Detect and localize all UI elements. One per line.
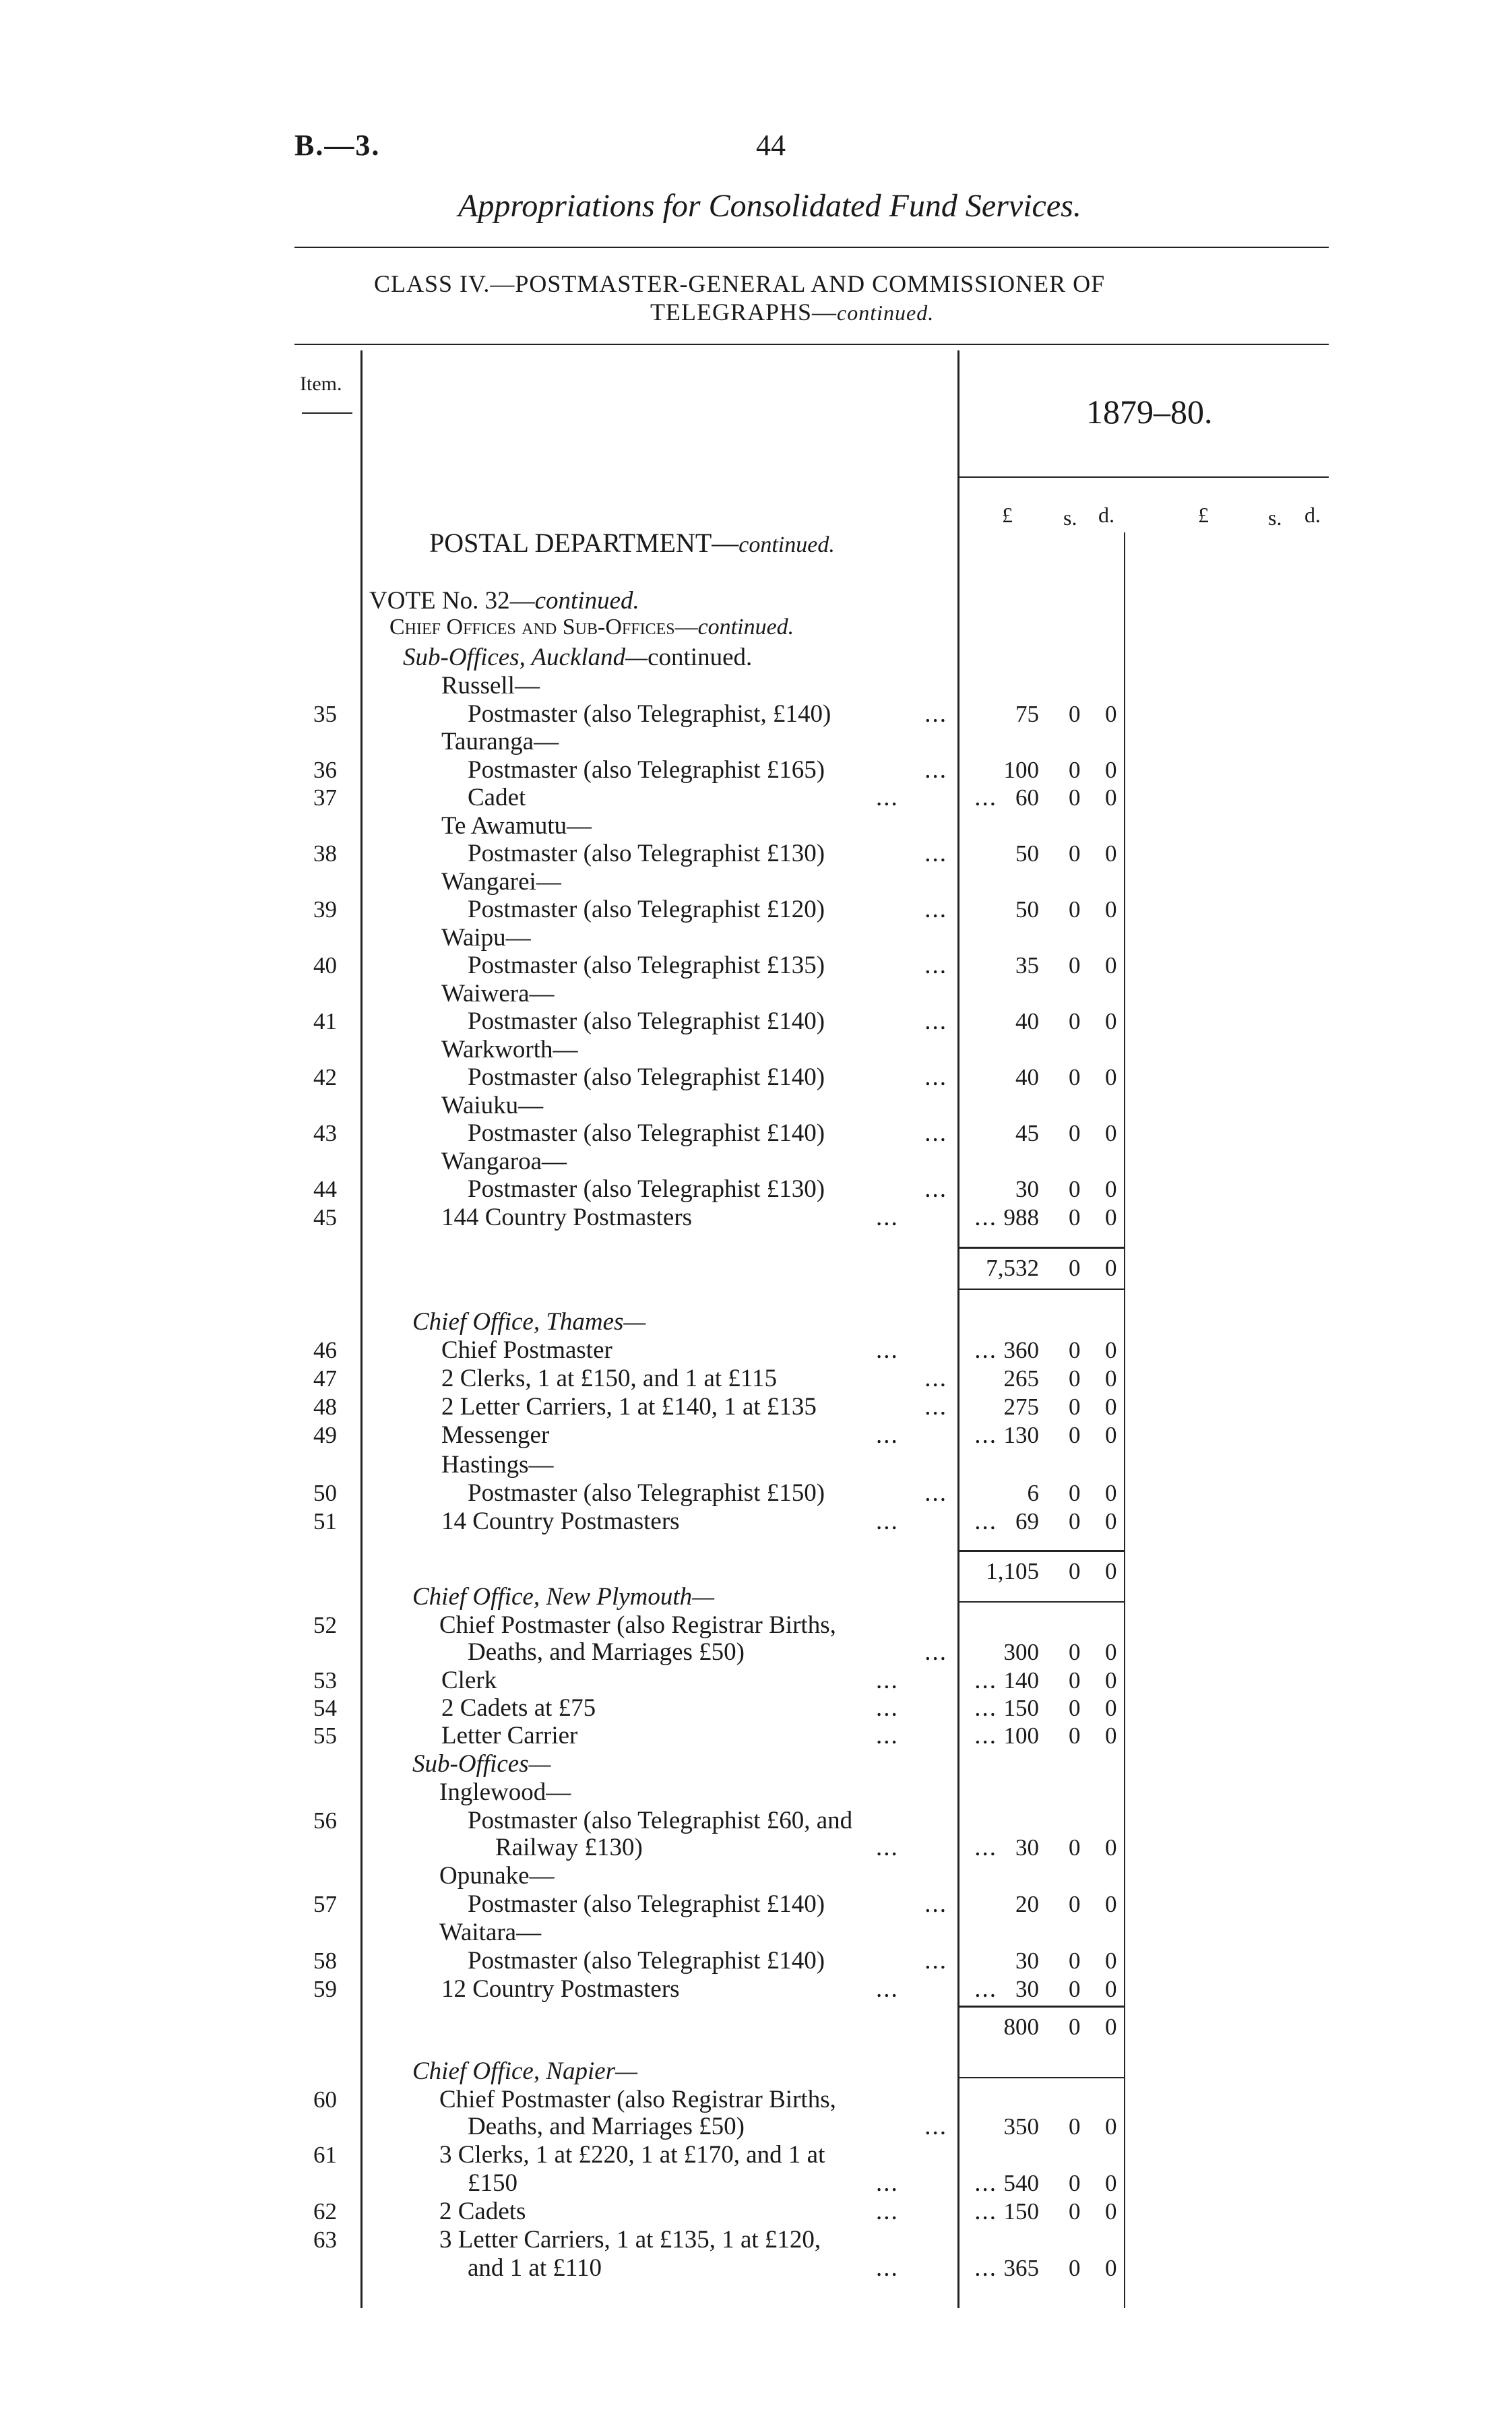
row-amount-pounds: 140 [1003,1667,1039,1694]
item-number: 56 [313,1807,337,1834]
row-amount-pounds: 35 [1015,952,1039,979]
row-leader: ... [924,1007,947,1035]
row-leader: ... ... [876,1834,997,1861]
item-number: 49 [313,1422,337,1448]
item-number: 35 [313,700,337,727]
line-item-label: Postmaster (also Telegraphist, £140) [468,700,831,728]
row-leader: ... [924,1119,947,1147]
new-plymouth-heading: Chief Office, New Plymouth— [412,1583,715,1611]
office-heading: Waipu— [441,923,531,952]
line-item-label: Clerk [441,1667,497,1694]
line-item-label: Postmaster (also Telegraphist £165) [468,755,825,784]
row-60-line2: Deaths, and Marriages £50) [468,2113,745,2140]
row-amount-pounds: 150 [1003,2198,1039,2225]
row-amount-shillings: 0 [1069,1948,1081,1974]
row-leader: ... ... [876,2198,997,2225]
row-amount-shillings: 0 [1069,1976,1081,2002]
row-amount-pounds: 30 [1015,1948,1039,1974]
row-amount-pence: 0 [1105,1695,1117,1721]
row-52-line2: Deaths, and Marriages £50) [468,1638,745,1666]
waitara-heading: Waitara— [439,1919,542,1946]
item-number: 38 [313,840,337,867]
shilling-header: s. [1063,505,1077,530]
row-leader: ... ... [876,1975,997,2003]
line-item-label: Postmaster (also Telegraphist £140) [468,1947,825,1975]
thames-heading: Chief Office, Thames— [412,1308,646,1336]
item-number: 41 [313,1008,337,1034]
row-leader: ... [924,2113,947,2140]
row-leader: ... [924,1947,947,1975]
hastings-heading: Hastings— [441,1451,554,1479]
row-amount-shillings: 0 [1069,1695,1081,1721]
row-leader: ... [924,1393,947,1421]
row-amount-pence: 0 [1105,2113,1117,2140]
row-amount-pence: 0 [1105,1891,1117,1917]
line-item-label: 12 Country Postmasters [441,1975,680,2003]
vote-heading: VOTE No. 32—continued. [369,587,639,615]
item-number: 55 [313,1723,337,1749]
inglewood-heading: Inglewood— [439,1778,571,1806]
row-amount-pence: 0 [1105,840,1117,867]
row-leader: ... [924,1175,947,1203]
row-leader: ... [924,755,947,784]
line-item-label: 2 Clerks, 1 at £150, and 1 at £115 [441,1365,778,1392]
row-amount-shillings: 0 [1069,2113,1081,2140]
chief-offices-heading: Chief Offices and Sub-Offices—continued. [389,615,794,640]
row-amount-pence: 0 [1105,1064,1117,1090]
row-leader: ... [924,952,947,979]
subtotal-underline [957,1289,1124,1290]
line-item-label: Postmaster (also Telegraphist £130) [468,840,825,867]
item-number: 50 [313,1480,337,1506]
row-leader: ... ... [876,2254,997,2282]
item-number: 40 [313,952,337,979]
row-amount-pounds: 40 [1015,1008,1039,1034]
line-item-label: Chief Postmaster [441,1336,612,1364]
sub-offices-heading: Sub-Offices, Auckland—continued. [403,644,753,671]
row-amount-pence: 0 [1105,1667,1117,1694]
row-leader: ... [924,1890,947,1918]
row-amount-shillings: 0 [1069,1337,1081,1363]
row-amount-pounds: 30 [1015,1976,1039,2002]
row-63-line1: 3 Letter Carriers, 1 at £135, 1 at £120, [439,2226,821,2254]
row-amount-pence: 0 [1105,756,1117,783]
amount-column-rule [957,350,959,2308]
pence-column-rule [1124,532,1125,2308]
row-amount-shillings: 0 [1069,896,1081,923]
row-amount-pounds: 988 [1003,1204,1039,1231]
subtotal-rule [957,1247,1124,1249]
row-amount-pence: 0 [1105,1639,1117,1665]
line-item-label: Messenger [441,1421,550,1449]
row-leader: ... ... [876,784,997,811]
row-amount-pounds: 540 [1003,2170,1039,2196]
item-number: 59 [313,1976,337,2002]
line-item-label: Letter Carrier [441,1722,578,1749]
item-number: 44 [313,1176,337,1202]
year-header: 1879–80. [1086,393,1213,431]
shilling-header-2: s. [1268,505,1282,530]
row-amount-shillings: 0 [1069,2198,1081,2225]
row-amount-pounds: 60 [1015,784,1039,811]
row-amount-shillings: 0 [1069,952,1081,979]
page-number: 44 [756,129,786,162]
item-number: 63 [313,2227,337,2253]
row-leader: ... [924,896,947,923]
item-number: 52 [313,1612,337,1638]
row-leader: ... ... [876,1421,997,1449]
header-rule [294,247,1329,248]
line-item-label: Postmaster (also Telegraphist £140) [468,1007,825,1035]
row-amount-pence: 0 [1105,1723,1117,1749]
row-amount-pence: 0 [1105,2255,1117,2281]
row-amount-pounds: 360 [1003,1337,1039,1363]
item-number: 57 [313,1891,337,1917]
row-amount-pence: 0 [1105,2198,1117,2225]
item-number: 36 [313,756,337,783]
thames-total-shillings: 0 [1069,1558,1081,1584]
line-item-label: 14 Country Postmasters [441,1508,680,1535]
row-56-line2: Railway £130) [495,1834,643,1861]
np-sub-offices-heading: Sub-Offices— [412,1750,551,1778]
pence-header-2: d. [1304,503,1321,527]
row-amount-pence: 0 [1105,1008,1117,1034]
opunake-heading: Opunake— [439,1862,555,1890]
item-number: 51 [313,1508,337,1534]
item-number: 45 [313,1204,337,1231]
pound-header-2: £ [1198,503,1209,527]
office-heading: Waiwera— [441,979,555,1007]
row-amount-shillings: 0 [1069,756,1081,783]
row-amount-shillings: 0 [1069,1422,1081,1448]
row-leader: ... ... [876,1508,997,1535]
item-number: 37 [313,784,337,811]
row-amount-pence: 0 [1105,1365,1117,1392]
row-amount-pounds: 275 [1003,1394,1039,1420]
row-amount-pence: 0 [1105,1976,1117,2002]
office-heading: Warkworth— [441,1035,578,1063]
line-item-label: Postmaster (also Telegraphist £150) [468,1479,825,1507]
line-item-label: Postmaster (also Telegraphist £120) [468,896,825,923]
item-number: 47 [313,1365,337,1392]
table-top-rule [294,344,1329,345]
row-amount-pounds: 20 [1015,1891,1039,1917]
item-number: 53 [313,1667,337,1694]
row-amount-shillings: 0 [1069,700,1081,727]
np-total-pounds: 800 [1003,2014,1039,2040]
np-total-underline [957,2077,1124,2078]
row-60-line1: Chief Postmaster (also Registrar Births, [439,2086,836,2113]
row-amount-shillings: 0 [1069,1204,1081,1231]
subtotal-pence: 0 [1105,1255,1117,1281]
np-total-shillings: 0 [1069,2014,1081,2040]
item-number: 46 [313,1337,337,1363]
row-amount-pounds: 30 [1015,1834,1039,1861]
item-column-rule [360,350,363,2308]
row-amount-shillings: 0 [1069,1120,1081,1146]
row-amount-shillings: 0 [1069,784,1081,811]
row-amount-pence: 0 [1105,952,1117,979]
row-amount-pence: 0 [1105,1176,1117,1202]
row-amount-pence: 0 [1105,1422,1117,1448]
row-amount-pence: 0 [1105,1480,1117,1506]
subtotal-pounds: 7,532 [986,1255,1039,1281]
item-number: 62 [313,2198,337,2225]
pound-header: £ [1002,503,1013,527]
row-amount-pence: 0 [1105,784,1117,811]
item-number: 58 [313,1948,337,1974]
row-amount-pounds: 45 [1015,1120,1039,1146]
line-item-label: Postmaster (also Telegraphist £135) [468,952,825,979]
subtotal-shillings: 0 [1069,1255,1081,1281]
row-amount-pounds: 130 [1003,1422,1039,1448]
row-leader: ... [924,1479,947,1507]
office-heading: Wangaroa— [441,1147,567,1175]
row-amount-pence: 0 [1105,896,1117,923]
row-leader: ... ... [876,1336,997,1364]
row-leader: ... ... [876,1667,997,1694]
row-amount-pounds: 30 [1015,1176,1039,1202]
row-leader: ... [924,840,947,867]
office-heading: Wangarei— [441,867,561,896]
row-amount-pence: 0 [1105,1204,1117,1231]
row-amount-pounds: 265 [1003,1365,1039,1392]
row-amount-shillings: 0 [1069,1508,1081,1534]
row-amount-shillings: 0 [1069,840,1081,867]
line-item-label: 2 Cadets at £75 [441,1694,596,1722]
section-title: POSTAL DEPARTMENT—continued. [429,528,835,558]
row-amount-pence: 0 [1105,700,1117,727]
row-amount-shillings: 0 [1069,1480,1081,1506]
row-amount-pounds: 50 [1015,896,1039,923]
row-amount-shillings: 0 [1069,1639,1081,1665]
row-61-line2: £150 [468,2169,517,2197]
row-52-line1: Chief Postmaster (also Registrar Births, [439,1611,836,1639]
row-leader: ... [924,700,947,728]
np-total-rule [957,2006,1124,2008]
page-subtitle: Appropriations for Consolidated Fund Services. [458,188,1081,224]
row-amount-pence: 0 [1105,1508,1117,1534]
document-ref: B.—3. [294,129,381,162]
row-amount-pounds: 100 [1003,1723,1039,1749]
row-amount-pounds: 75 [1015,700,1039,727]
row-amount-pounds: 6 [1027,1480,1039,1506]
row-leader: ... [924,1063,947,1091]
thames-total-underline [957,1601,1124,1603]
row-amount-shillings: 0 [1069,1394,1081,1420]
item-header-underline [302,412,352,414]
row-amount-pounds: 350 [1003,2113,1039,2140]
napier-heading: Chief Office, Napier— [412,2057,637,2085]
row-amount-pence: 0 [1105,1337,1117,1363]
office-heading: Tauranga— [441,728,559,755]
class-title-line1: CLASS IV.—POSTMASTER-GENERAL AND COMMISSIONER OF [374,270,1106,297]
pence-header: d. [1098,503,1114,527]
item-number: 42 [313,1064,337,1090]
row-amount-shillings: 0 [1069,1723,1081,1749]
row-amount-pence: 0 [1105,1120,1117,1146]
row-amount-pence: 0 [1105,1834,1117,1861]
row-amount-pence: 0 [1105,1394,1117,1420]
row-amount-shillings: 0 [1069,1365,1081,1392]
row-61-line1: 3 Clerks, 1 at £220, 1 at £170, and 1 at [439,2141,825,2169]
row-amount-pounds: 50 [1015,840,1039,867]
row-leader: ... ... [876,1722,997,1749]
row-63-line2: and 1 at £110 [468,2254,602,2282]
line-item-label: Cadet [468,784,526,811]
row-56-line1: Postmaster (also Telegraphist £60, and [468,1807,853,1834]
row-amount-shillings: 0 [1069,2170,1081,2196]
line-item-label: Postmaster (also Telegraphist £140) [468,1119,825,1147]
office-heading: Waiuku— [441,1091,544,1119]
row-amount-shillings: 0 [1069,2255,1081,2281]
np-total-pence: 0 [1105,2014,1117,2040]
row-amount-shillings: 0 [1069,1064,1081,1090]
row-amount-pence: 0 [1105,1948,1117,1974]
row-amount-shillings: 0 [1069,1008,1081,1034]
thames-total-pence: 0 [1105,1558,1117,1584]
row-amount-pounds: 40 [1015,1064,1039,1090]
row-amount-shillings: 0 [1069,1834,1081,1861]
item-number: 60 [313,2086,337,2113]
line-item-label: 144 Country Postmasters [441,1203,693,1231]
line-item-label: 2 Letter Carriers, 1 at £140, 1 at £135 [441,1393,817,1421]
thames-total-rule [957,1550,1124,1552]
class-title-line2: TELEGRAPHS—continued. [650,299,935,325]
row-leader: ... [924,1638,947,1666]
row-amount-shillings: 0 [1069,1176,1081,1202]
thames-total-pounds: 1,105 [986,1558,1039,1584]
row-amount-shillings: 0 [1069,1667,1081,1694]
row-leader: ... ... [876,2169,997,2197]
item-number: 39 [313,896,337,923]
office-heading: Te Awamutu— [441,811,592,840]
office-heading: Russell— [441,672,540,700]
line-item-label: Postmaster (also Telegraphist £140) [468,1063,825,1091]
line-item-label: 2 Cadets [439,2198,526,2225]
row-amount-pounds: 69 [1015,1508,1039,1534]
item-number: 61 [313,2142,337,2168]
row-leader: ... ... [876,1203,997,1231]
year-underline [958,476,1329,478]
line-item-label: Postmaster (also Telegraphist £140) [468,1890,825,1918]
item-number: 43 [313,1120,337,1146]
row-amount-pounds: 150 [1003,1695,1039,1721]
item-number: 48 [313,1394,337,1420]
row-amount-pence: 0 [1105,2170,1117,2196]
item-number: 54 [313,1695,337,1721]
row-amount-shillings: 0 [1069,1891,1081,1917]
row-leader: ... ... [876,1694,997,1722]
row-leader: ... [924,1365,947,1392]
row-amount-pounds: 365 [1003,2255,1039,2281]
item-column-header: Item. [300,373,342,395]
row-amount-pounds: 300 [1003,1639,1039,1665]
line-item-label: Postmaster (also Telegraphist £130) [468,1175,825,1203]
row-amount-pounds: 100 [1003,756,1039,783]
